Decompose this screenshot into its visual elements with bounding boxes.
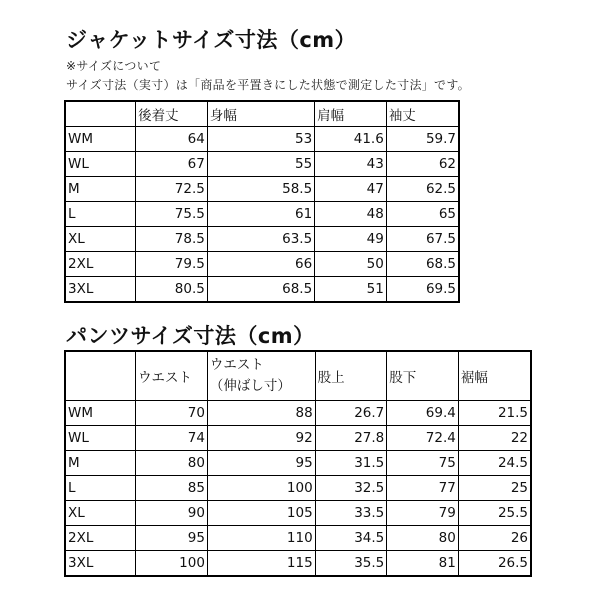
jacket-table-row xyxy=(65,252,459,277)
size-label-cell: WM xyxy=(65,127,136,152)
pants-header-cell: 裾幅 xyxy=(458,351,531,401)
measurement-cell: 90 xyxy=(136,501,208,526)
measurement-cell: 69.4 xyxy=(387,401,459,426)
measurement-cell: 85 xyxy=(136,476,208,501)
measurement-cell: 64 xyxy=(136,127,208,152)
pants-table-row xyxy=(65,476,531,501)
jacket-header-row xyxy=(65,101,459,127)
measurement-cell: 25 xyxy=(458,476,531,501)
size-label-cell: M xyxy=(65,451,136,476)
measurement-cell: 59.7 xyxy=(386,127,459,152)
jacket-table-row xyxy=(65,152,459,177)
jacket-header-cell: 後着丈 xyxy=(136,101,208,127)
jacket-header-cell: 身幅 xyxy=(207,101,314,127)
jacket-header-cell: 袖丈 xyxy=(386,101,459,127)
pants-header-cell xyxy=(65,351,136,401)
measurement-cell: 68.5 xyxy=(207,277,314,303)
measurement-cell: 55 xyxy=(207,152,314,177)
measurement-cell: 95 xyxy=(207,451,315,476)
measurement-cell: 92 xyxy=(207,426,315,451)
measurement-cell: 31.5 xyxy=(315,451,387,476)
measurement-cell: 100 xyxy=(136,551,208,577)
measurement-cell: 63.5 xyxy=(207,227,314,252)
measurement-cell: 53 xyxy=(207,127,314,152)
jacket-header-cell xyxy=(65,101,136,127)
measurement-cell: 75.5 xyxy=(136,202,208,227)
measurement-cell: 72.4 xyxy=(387,426,459,451)
measurement-cell: 62 xyxy=(386,152,459,177)
pants-header-row xyxy=(65,351,531,401)
size-label-cell: M xyxy=(65,177,136,202)
measurement-cell: 100 xyxy=(207,476,315,501)
size-note-text: サイズ寸法（実寸）は「商品を平置きにした状態で測定した寸法」です。 xyxy=(66,78,470,92)
jacket-table-row xyxy=(65,227,459,252)
measurement-cell: 61 xyxy=(207,202,314,227)
pants-header-cell: 股上 xyxy=(315,351,387,401)
measurement-cell: 50 xyxy=(315,252,387,277)
measurement-cell: 80 xyxy=(387,526,459,551)
measurement-cell: 62.5 xyxy=(386,177,459,202)
pants-table-row xyxy=(65,401,531,426)
measurement-cell: 110 xyxy=(207,526,315,551)
measurement-cell: 88 xyxy=(207,401,315,426)
measurement-cell: 115 xyxy=(207,551,315,577)
measurement-cell: 26.7 xyxy=(315,401,387,426)
measurement-cell: 32.5 xyxy=(315,476,387,501)
measurement-cell: 80.5 xyxy=(136,277,208,303)
size-label-cell: 3XL xyxy=(65,277,136,303)
measurement-cell: 67.5 xyxy=(386,227,459,252)
measurement-cell: 68.5 xyxy=(386,252,459,277)
measurement-cell: 105 xyxy=(207,501,315,526)
measurement-cell: 78.5 xyxy=(136,227,208,252)
jacket-table-row xyxy=(65,277,459,303)
size-label-cell: WL xyxy=(65,152,136,177)
pants-table-row xyxy=(65,551,531,577)
size-note-heading: ※サイズについて xyxy=(66,59,162,73)
pants-header-main: ウエスト xyxy=(209,357,264,373)
measurement-cell: 33.5 xyxy=(315,501,387,526)
pants-header-cell: ウエスト xyxy=(136,351,208,401)
pants-table-row xyxy=(65,426,531,451)
measurement-cell: 24.5 xyxy=(458,451,531,476)
jacket-size-title: ジャケットサイズ寸法（cm） xyxy=(66,28,357,52)
measurement-cell: 70 xyxy=(136,401,208,426)
measurement-cell: 27.8 xyxy=(315,426,387,451)
measurement-cell: 26 xyxy=(458,526,531,551)
measurement-cell: 67 xyxy=(136,152,208,177)
measurement-cell: 81 xyxy=(387,551,459,577)
measurement-cell: 41.6 xyxy=(315,127,387,152)
measurement-cell: 48 xyxy=(315,202,387,227)
measurement-cell: 79.5 xyxy=(136,252,208,277)
measurement-cell: 26.5 xyxy=(458,551,531,577)
measurement-cell: 47 xyxy=(315,177,387,202)
measurement-cell: 43 xyxy=(315,152,387,177)
size-label-cell: L xyxy=(65,202,136,227)
pants-size-table xyxy=(64,350,532,577)
measurement-cell: 66 xyxy=(207,252,314,277)
jacket-size-table xyxy=(64,100,460,303)
measurement-cell: 34.5 xyxy=(315,526,387,551)
jacket-table-row xyxy=(65,202,459,227)
pants-header-cell: 股下 xyxy=(387,351,459,401)
measurement-cell: 69.5 xyxy=(386,277,459,303)
jacket-table-row xyxy=(65,177,459,202)
size-label-cell: WL xyxy=(65,426,136,451)
measurement-cell: 65 xyxy=(386,202,459,227)
measurement-cell: 51 xyxy=(315,277,387,303)
measurement-cell: 49 xyxy=(315,227,387,252)
measurement-cell: 21.5 xyxy=(458,401,531,426)
pants-size-title: パンツサイズ寸法（cm） xyxy=(66,324,315,348)
pants-header-cell xyxy=(207,351,315,401)
measurement-cell: 22 xyxy=(458,426,531,451)
size-label-cell: WM xyxy=(65,401,136,426)
size-label-cell: L xyxy=(65,476,136,501)
pants-header-sub: （伸ばし寸） xyxy=(209,378,291,394)
jacket-header-cell: 肩幅 xyxy=(315,101,387,127)
measurement-cell: 79 xyxy=(387,501,459,526)
measurement-cell: 25.5 xyxy=(458,501,531,526)
measurement-cell: 58.5 xyxy=(207,177,314,202)
measurement-cell: 75 xyxy=(387,451,459,476)
size-label-cell: XL xyxy=(65,227,136,252)
measurement-cell: 72.5 xyxy=(136,177,208,202)
pants-table-row xyxy=(65,526,531,551)
measurement-cell: 80 xyxy=(136,451,208,476)
pants-table-row xyxy=(65,451,531,476)
measurement-cell: 77 xyxy=(387,476,459,501)
size-label-cell: 2XL xyxy=(65,526,136,551)
pants-table-row xyxy=(65,501,531,526)
measurement-cell: 95 xyxy=(136,526,208,551)
size-label-cell: XL xyxy=(65,501,136,526)
jacket-table-row xyxy=(65,127,459,152)
measurement-cell: 74 xyxy=(136,426,208,451)
size-label-cell: 2XL xyxy=(65,252,136,277)
size-label-cell: 3XL xyxy=(65,551,136,577)
measurement-cell: 35.5 xyxy=(315,551,387,577)
